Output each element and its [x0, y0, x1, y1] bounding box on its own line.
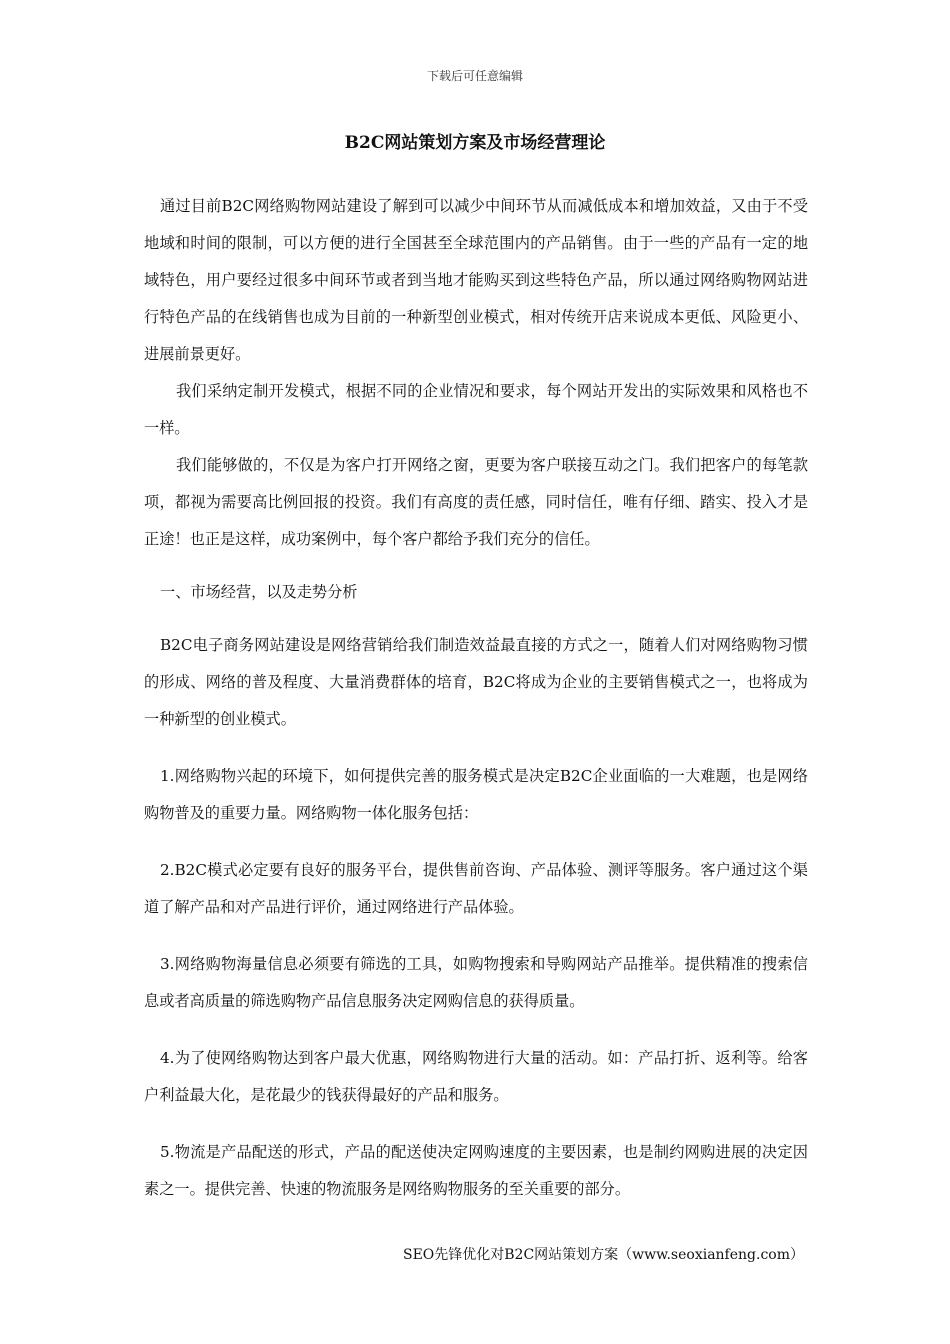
document-body [144, 188, 808, 1208]
list-item-4: 4.为了使网络购物达到客户最大优惠，网络购物进行大量的活动。如：产品打折、返利等。给客户利益最大化，是花最少的钱获得最好的产品和服务。 [144, 1049, 808, 1104]
section-heading: 一、市场经营，以及走势分析 [160, 583, 358, 601]
page-footer: SEO先锋优化对B2C网站策划方案（www.seoxianfeng.com） [402, 1247, 804, 1263]
list-item-1: 1.网络购物兴起的环境下，如何提供完善的服务模式是决定B2C企业面临的一大难题，也是网络购物普及的重要力量。网络购物一体化服务包括： [144, 767, 808, 822]
paragraph-custom: 我们采纳定制开发模式，根据不同的企业情况和要求，每个网站开发出的实际效果和风格也不一样。 [144, 382, 808, 437]
list-item-5: 5.物流是产品配送的形式，产品的配送使决定网购速度的主要因素，也是制约网购进展的决定因素之一。提供完善、快速的物流服务是网络购物服务的至关重要的部分。 [144, 1143, 808, 1198]
list-item-2: 2.B2C模式必定要有良好的服务平台，提供售前咨询、产品体验、测评等服务。客户通过这个渠道了解产品和对产品进行评价，通过网络进行产品体验。 [144, 861, 808, 916]
page-header-note: 下载后可任意编辑 [426, 69, 523, 83]
paragraph-promise: 我们能够做的，不仅是为客户打开网络之窗，更要为客户联接互动之门。我们把客户的每笔款项，都视为需要高比例回报的投资。我们有高度的责任感，同时信任，唯有仔细、踏实、投入才是正途！也正是这样，成功案例中，每个客户都给予我们充分的信任。 [144, 456, 808, 548]
paragraph-intro: 通过目前B2C网络购物网站建设了解到可以减少中间环节从而减低成本和增加效益，又由于不受地域和时间的限制，可以方便的进行全国甚至全球范围内的产品销售。由于一些的产品有一定的地域特色，用户要经过很多中间环节或者到当地才能购买到这些特色产品，所以通过网络购物网站进行特色产品的在线销售也成为目前的一种新型创业模式，相对传统开店来说成本更低、风险更小、进展前景更好。 [144, 197, 808, 363]
paragraph-market: B2C电子商务网站建设是网络营销给我们制造效益最直接的方式之一，随着人们对网络购物习惯的形成、网络的普及程度、大量消费群体的培育，B2C将成为企业的主要销售模式之一，也将成为一种新型的创业模式。 [144, 636, 808, 728]
document-title: B2C网站策划方案及市场经营理论 [344, 133, 606, 153]
list-item-3: 3.网络购物海量信息必须要有筛选的工具，如购物搜索和导购网站产品推举。提供精准的搜索信息或者高质量的筛选购物产品信息服务决定网购信息的获得质量。 [144, 955, 808, 1010]
